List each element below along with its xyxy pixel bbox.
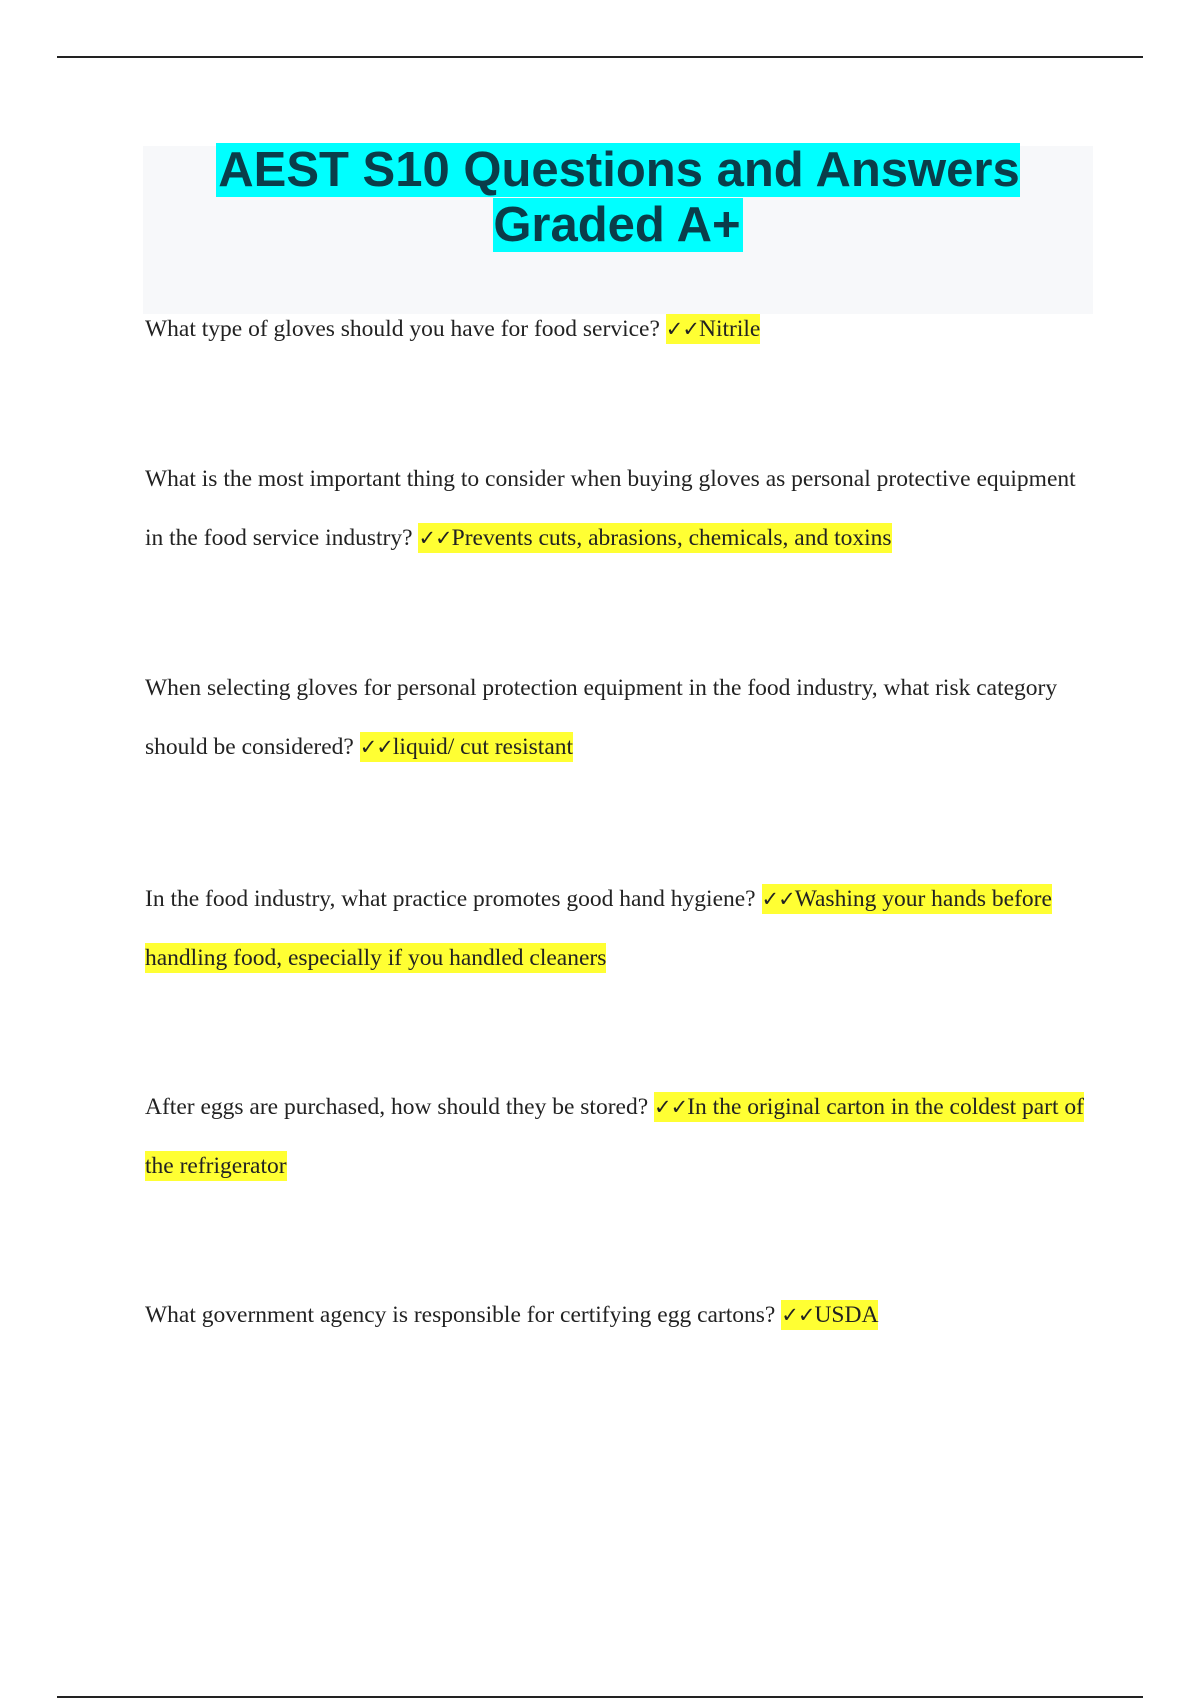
double-check-icon: ✓✓ xyxy=(654,1095,688,1119)
double-check-icon: ✓✓ xyxy=(359,735,393,759)
document-title xyxy=(143,143,1093,253)
answer-text: In the original carton in the coldest part of the refrigerator xyxy=(145,1094,1084,1179)
qa-item-3 xyxy=(145,659,1090,777)
question-text: What is the most important thing to consider when buying gloves as personal protective equipment in the food service industry? xyxy=(145,466,1076,551)
answer-text: Prevents cuts, abrasions, chemicals, and toxins xyxy=(451,525,892,551)
question-text: In the food industry, what practice promotes good hand hygiene? xyxy=(145,886,762,912)
qa-item-6 xyxy=(145,1286,1090,1345)
question-text: When selecting gloves for personal protection equipment in the food industry, what risk category should be considered? xyxy=(145,675,1058,760)
bottom-rule xyxy=(57,1696,1143,1698)
qa-item-1 xyxy=(145,300,1090,359)
title-highlight: AEST S10 Questions and Answers Graded A+ xyxy=(218,143,1020,252)
double-check-icon: ✓✓ xyxy=(418,526,452,550)
qa-item-2 xyxy=(145,450,1090,568)
double-check-icon: ✓✓ xyxy=(781,1303,815,1327)
qa-item-5 xyxy=(145,1078,1090,1196)
answer-text: Nitrile xyxy=(698,316,761,342)
double-check-icon: ✓✓ xyxy=(665,317,699,341)
qa-item-4 xyxy=(145,870,1090,988)
answer-highlight xyxy=(360,732,573,762)
answer-text: USDA xyxy=(814,1302,879,1328)
answer-highlight xyxy=(666,314,761,344)
question-text: What type of gloves should you have for food service? xyxy=(145,316,666,342)
answer-text: liquid/ cut resistant xyxy=(392,734,574,760)
answer-highlight xyxy=(418,523,891,553)
answer-text: Washing your hands before handling food, especially if you handled cleaners xyxy=(145,886,1052,971)
top-rule xyxy=(57,56,1143,58)
answer-highlight xyxy=(781,1300,878,1330)
question-text: What government agency is responsible for certifying egg cartons? xyxy=(145,1302,782,1328)
question-text: After eggs are purchased, how should they be stored? xyxy=(145,1094,655,1120)
double-check-icon: ✓✓ xyxy=(761,887,795,911)
